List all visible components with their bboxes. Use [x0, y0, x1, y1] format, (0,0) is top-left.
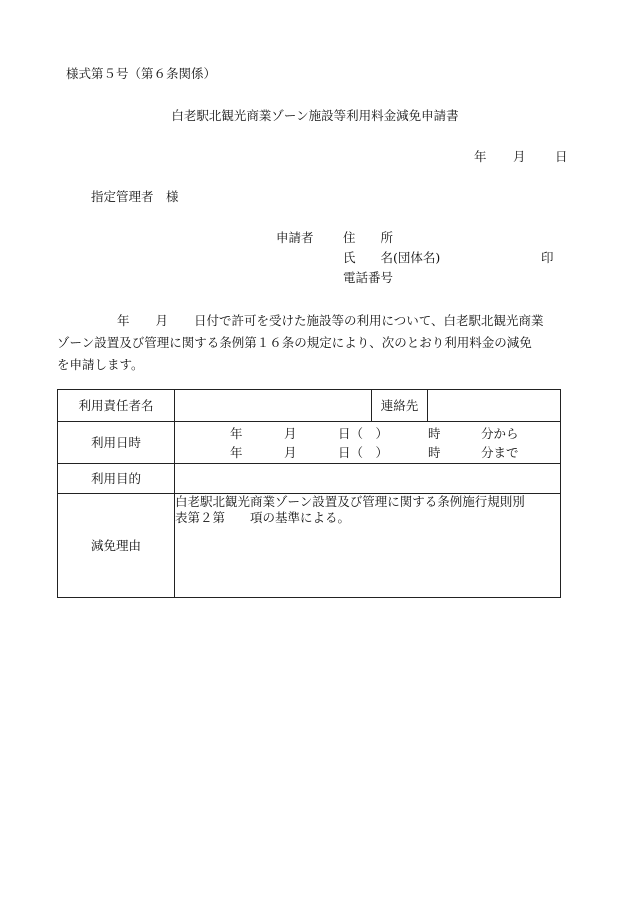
applicant-label: 申請者	[276, 230, 314, 245]
from-minute: 分から	[481, 425, 519, 441]
applicant-address-label: 住 所	[343, 230, 394, 245]
date-day-label: 日	[555, 149, 568, 164]
purpose-row	[58, 464, 561, 494]
datetime-to-line	[175, 443, 560, 462]
purpose-label: 利用目的	[58, 464, 175, 494]
body-text-line-1: 日付で許可を受けた施設等の利用について、白老駅北観光商業	[194, 313, 544, 328]
from-hour: 時	[428, 425, 441, 441]
body-year: 年	[117, 313, 130, 328]
from-month: 月	[284, 425, 297, 441]
from-day: 日（ ）	[338, 425, 389, 441]
to-day: 日（ ）	[338, 444, 389, 460]
to-hour: 時	[428, 444, 441, 460]
body-paragraph	[57, 310, 571, 376]
date-year-label: 年	[474, 149, 487, 164]
body-text-line-3: を申請します。	[57, 357, 144, 372]
applicant-phone-label: 電話番号	[343, 270, 394, 285]
datetime-label: 利用日時	[58, 422, 175, 464]
responsible-row	[58, 390, 561, 422]
reason-text-line-1: 白老駅北観光商業ゾーン設置及び管理に関する条例施行規則別	[175, 494, 525, 509]
to-minute: 分まで	[481, 444, 519, 460]
datetime-value[interactable]	[175, 422, 561, 464]
from-year: 年	[230, 425, 243, 441]
responsible-value[interactable]	[175, 390, 372, 422]
form-number: 様式第５号（第６条関係）	[66, 66, 217, 81]
responsible-label: 利用責任者名	[58, 390, 175, 422]
to-year: 年	[230, 444, 243, 460]
body-text-line-2: ゾーン設置及び管理に関する条例第１６条の規定により、次のとおり利用料金の減免	[57, 335, 532, 350]
applicant-name-label: 氏 名(団体名)	[343, 250, 441, 265]
contact-value[interactable]	[428, 390, 561, 422]
application-table	[57, 389, 561, 598]
addressee: 指定管理者 様	[91, 189, 179, 204]
document-title: 白老駅北観光商業ゾーン施設等利用料金減免申請書	[171, 108, 459, 123]
reason-row	[58, 494, 561, 598]
reason-text-line-2: 表第２第 項の基準による。	[175, 510, 351, 525]
seal-mark: 印	[541, 250, 554, 265]
reason-label: 減免理由	[58, 494, 175, 598]
date-month-label: 月	[513, 149, 526, 164]
body-month: 月	[155, 313, 169, 328]
to-month: 月	[284, 444, 297, 460]
purpose-value[interactable]	[175, 464, 561, 494]
reason-value[interactable]	[175, 494, 561, 598]
datetime-from-line	[175, 424, 560, 443]
datetime-row	[58, 422, 561, 464]
contact-label: 連絡先	[372, 390, 428, 422]
